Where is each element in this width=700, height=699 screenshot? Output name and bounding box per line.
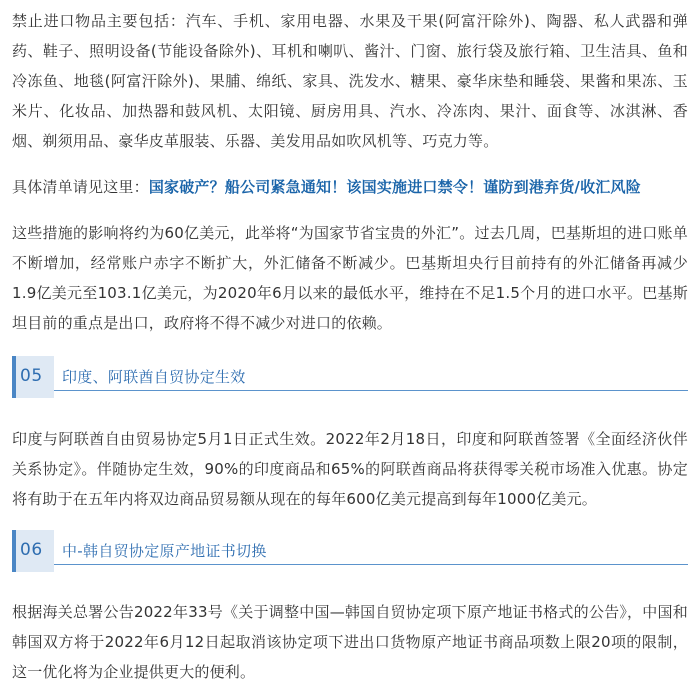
section-number: 06	[20, 540, 43, 560]
banned-items-paragraph: 禁止进口物品主要包括：汽车、手机、家用电器、水果及干果(阿富汗除外)、陶器、私人武器和弹药、鞋子、照明设备(节能设备除外)、耳机和喇叭、酱汁、门窗、旅行袋及旅行箱、卫生洁具、鱼和冷冻鱼、地毯(阿富汗除外)、果脯、绵纸、家具、洗发水、糖果、豪华床垫和睡袋、果酱和果冻、玉米片、化妆品、加热器和鼓风机、太阳镜、厨房用具、汽水、冷冻肉、果汁、面食等、冰淇淋、香烟、剃须用品、豪华皮革服装、乐器、美发用品如吹风机等、巧克力等。	[12, 12, 688, 150]
india-uae-paragraph: 印度与阿联酋自由贸易协定5月1日正式生效。2022年2月18日，印度和阿联酋签署《全面经济伙伴关系协定》。伴随协定生效，90%的印度商品和65%的阿联酋商品将获得零关税市场准入优惠。协定将有助于在五年内将双边商品贸易额从现在的每年600亿美元提高到每年1000亿美元。	[12, 430, 688, 508]
section-divider	[54, 564, 688, 565]
section-title: 中-韩自贸协定原产地证书切换	[62, 542, 267, 560]
list-reference-prefix: 具体清单请见这里：	[12, 178, 149, 196]
related-article-link[interactable]: 国家破产？船公司紧急通知！该国实施进口禁令！谨防到港弃货/收汇风险	[148, 178, 641, 196]
list-reference-paragraph	[12, 172, 688, 202]
section-title: 印度、阿联酋自贸协定生效	[62, 368, 246, 386]
section-number: 05	[20, 366, 43, 386]
section-05-header	[12, 356, 688, 400]
section-divider	[54, 390, 688, 391]
impact-paragraph: 这些措施的影响将约为60亿美元，此举将“为国家节省宝贵的外汇”。过去几周，巴基斯坦的进口账单不断增加，经常账户赤字不断扩大，外汇储备不断减少。巴基斯坦央行目前持有的外汇储备再减少1.9亿美元至103.1亿美元，为2020年6月以来的最低水平，维持在不足1.5个月的进口水平。巴基斯坦目前的重点是出口，政府将不得不减少对进口的依赖。	[12, 224, 688, 332]
section-06-header	[12, 530, 688, 574]
china-korea-paragraph: 根据海关总署公告2022年33号《关于调整中国—韩国自贸协定项下原产地证书格式的公告》，中国和韩国双方将于2022年6月12日起取消该协定项下进出口货物原产地证书商品项数上限20项的限制，这一优化将为企业提供更大的便利。	[12, 603, 688, 681]
